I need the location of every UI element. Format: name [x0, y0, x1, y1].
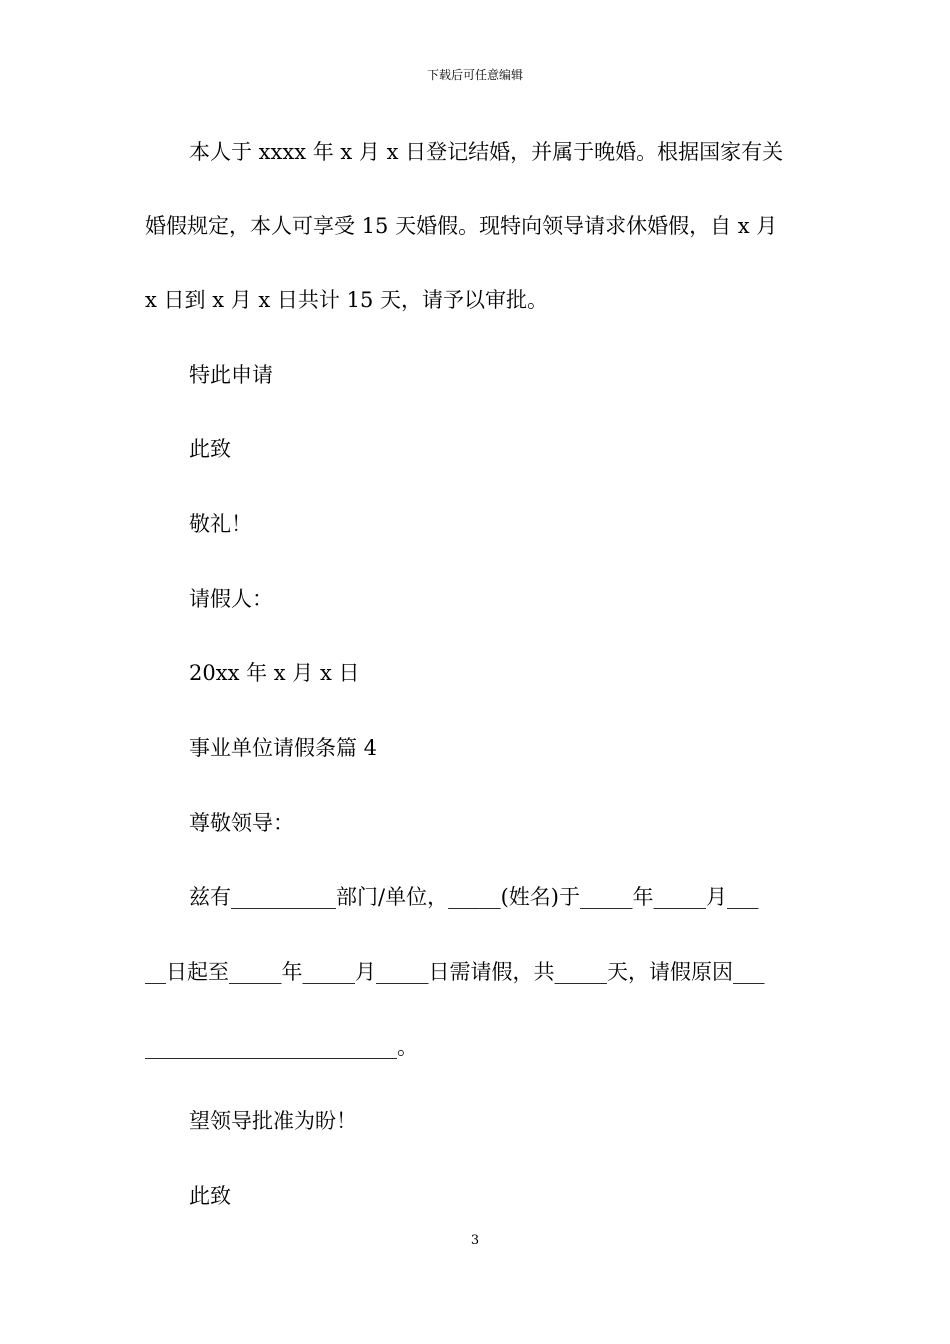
- form-line-3: ________________________。: [145, 1035, 418, 1059]
- paragraph-marriage-line-2: 婚假规定，本人可享受 15 天婚假。现特向领导请求休婚假，自 x 月: [145, 214, 778, 238]
- closing-cizhi-2: 此致: [189, 1184, 231, 1208]
- page-header-note: 下载后可任意编辑: [426, 68, 523, 82]
- paragraph-marriage-line-3: x 日到 x 月 x 日共计 15 天，请予以审批。: [145, 288, 548, 312]
- applicant-label: 请假人：: [189, 587, 273, 611]
- form-line-2: __日起至_____年_____月_____日需请假，共_____天，请假原因___: [145, 960, 765, 984]
- page-number: 3: [470, 1233, 480, 1248]
- closing-special-request: 特此申请: [189, 363, 273, 387]
- section-heading: 事业单位请假条篇 4: [189, 736, 378, 760]
- salutation: 尊敬领导：: [189, 811, 294, 835]
- paragraph-marriage-line-1: 本人于 xxxx 年 x 月 x 日登记结婚，并属于晚婚。根据国家有关: [189, 140, 784, 164]
- date-line: 20xx 年 x 月 x 日: [189, 661, 360, 685]
- closing-cizhi: 此致: [189, 437, 231, 461]
- form-line-1: 兹有__________部门/单位，_____(姓名)于_____年_____月___: [189, 885, 759, 909]
- closing-hope-approval: 望领导批准为盼！: [189, 1109, 357, 1133]
- closing-salute: 敬礼！: [189, 512, 252, 536]
